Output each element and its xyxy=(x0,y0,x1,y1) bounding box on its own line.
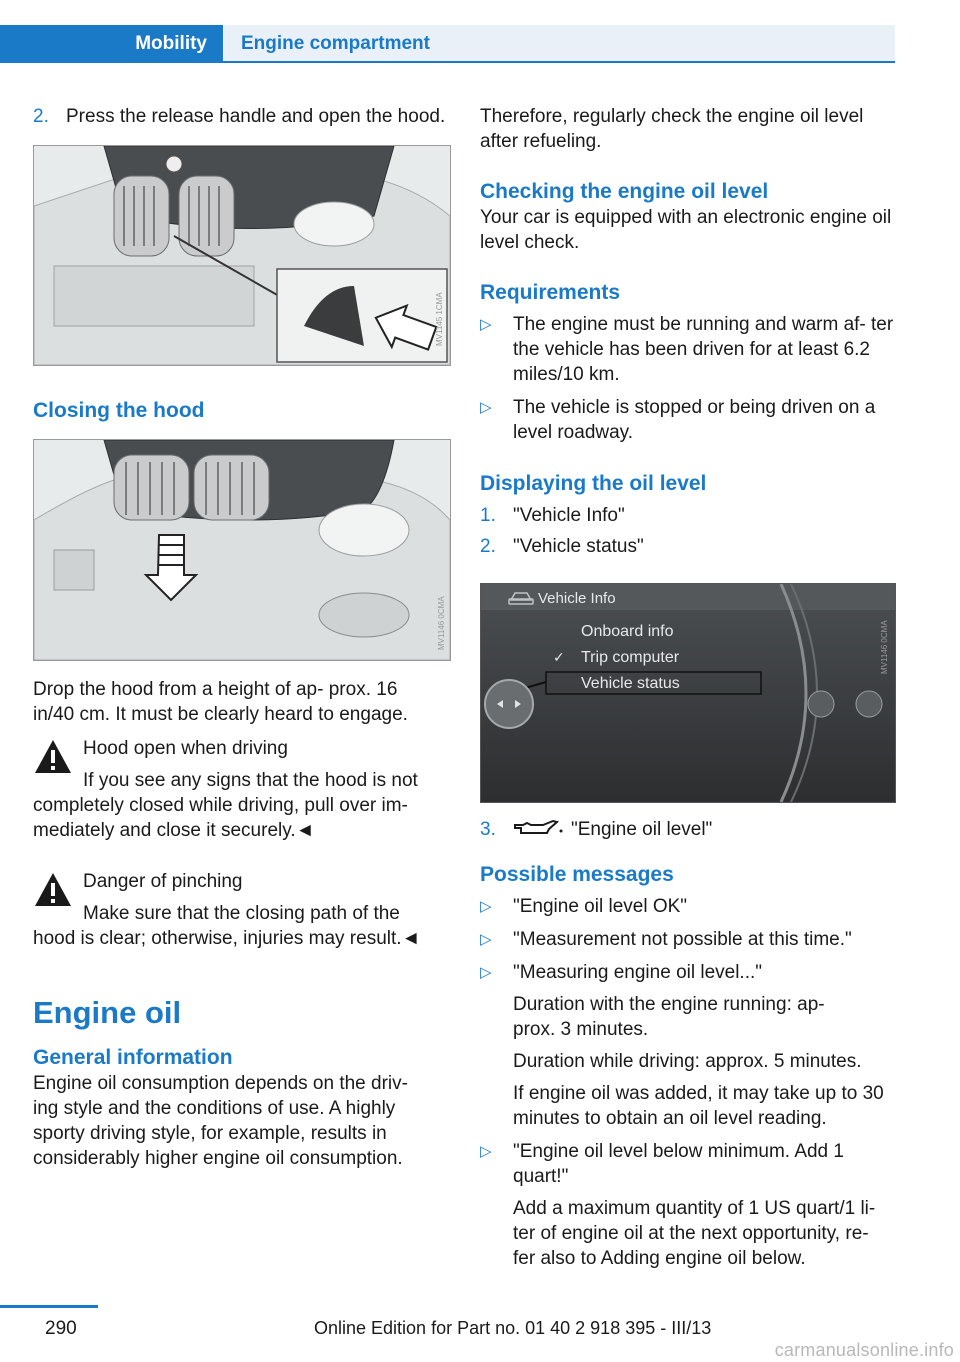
heading-engine-oil: Engine oil xyxy=(33,995,182,1030)
oil-can-icon xyxy=(513,819,565,837)
header-subsection-label: Engine compartment xyxy=(241,32,430,54)
left-column xyxy=(33,104,451,1171)
message-detail: If engine oil was added, it may take up to 30 minutes to obtain an oil level reading. xyxy=(513,1083,884,1129)
warning-pinching xyxy=(33,869,451,951)
heading-checking-oil: Checking the engine oil level xyxy=(480,180,769,203)
heading-displaying-oil-level: Displaying the oil level xyxy=(480,472,707,495)
step-2 xyxy=(480,534,896,559)
image-hood-closing xyxy=(33,439,451,661)
image-vehicle-info-screen xyxy=(480,583,896,803)
checking-text: Your car is equipped with an electronic engine oil level check. xyxy=(480,207,892,253)
message-detail: Duration with the engine running: ap‐ prox. 3 minutes. xyxy=(513,994,825,1040)
step-number: 2. xyxy=(480,536,496,557)
warning-text-cont: completely closed while driving, pull over im‐ mediately and close it securely.◄ xyxy=(33,795,408,841)
check-icon: ✓ xyxy=(553,650,565,666)
warning-text-cont: hood is clear; otherwise, injuries may result.◄ xyxy=(33,928,421,949)
heading-general-information: General information xyxy=(33,1046,233,1069)
triangle-right-icon: ▷ xyxy=(480,316,492,333)
controller-icon xyxy=(485,680,533,728)
screen-menu-item-selected: Vehicle status xyxy=(581,675,680,692)
warning-hood-open xyxy=(33,736,451,843)
warning-triangle-icon xyxy=(33,871,73,909)
message-text: "Engine oil level OK" xyxy=(513,896,688,917)
hood-release-illustration xyxy=(34,146,450,365)
message-text: "Measurement not possible at this time." xyxy=(513,929,852,950)
warning-title: Danger of pinching xyxy=(83,871,243,892)
message-detail: Add a maximum quantity of 1 US quart/1 li‐ ter of engine oil at the next opportunity, re‐ fer also to Adding engine oil below. xyxy=(513,1198,876,1269)
step-text: "Engine oil level" xyxy=(571,819,713,840)
heading-possible-messages: Possible messages xyxy=(480,863,674,886)
triangle-right-icon: ▷ xyxy=(480,931,492,948)
image-code: MV1145 1CMA xyxy=(435,292,444,346)
intro-text: Therefore, regularly check the engine oil level after refueling. xyxy=(480,106,864,152)
warning-text: Make sure that the closing path of the xyxy=(83,903,400,924)
message-item xyxy=(480,927,896,952)
warning-text: If you see any signs that the hood is not xyxy=(83,770,418,791)
message-text: "Measuring engine oil level..." xyxy=(513,962,763,983)
step-number: 2. xyxy=(33,106,49,127)
page-number-rule xyxy=(0,1305,98,1308)
heading-closing-hood: Closing the hood xyxy=(33,399,205,422)
triangle-right-icon: ▷ xyxy=(480,1143,492,1160)
message-detail: Duration while driving: approx. 5 minutes. xyxy=(513,1051,862,1072)
header-section-label: Mobility xyxy=(135,32,207,54)
right-column xyxy=(480,104,896,1271)
step-3 xyxy=(480,817,896,842)
requirement-item xyxy=(480,312,896,387)
heading-requirements: Requirements xyxy=(480,281,621,304)
header-section-tab xyxy=(0,25,223,62)
message-text: "Engine oil level below minimum. Add 1 quart!" xyxy=(513,1141,844,1187)
header-subsection xyxy=(224,25,895,62)
warning-triangle-icon xyxy=(33,738,73,776)
message-item xyxy=(480,1139,896,1271)
hood-closing-illustration xyxy=(34,440,450,660)
step-text: Press the release handle and open the hood. xyxy=(66,106,446,127)
vehicle-info-screen-illustration xyxy=(481,584,895,802)
image-code: MV1146 0CMA xyxy=(880,620,889,674)
triangle-right-icon: ▷ xyxy=(480,898,492,915)
requirement-text: The vehicle is stopped or being driven on a level roadway. xyxy=(513,397,876,443)
page-number: 290 xyxy=(45,1318,77,1339)
watermark: carmanualsonline.info xyxy=(774,1340,954,1360)
step-text: "Vehicle status" xyxy=(513,536,644,557)
header-rule xyxy=(0,61,895,63)
step-number: 3. xyxy=(480,819,496,840)
triangle-right-icon: ▷ xyxy=(480,964,492,981)
image-code: MV1146 0CMA xyxy=(437,596,446,650)
message-item xyxy=(480,960,896,1131)
requirement-item xyxy=(480,395,896,445)
step-1 xyxy=(480,503,896,528)
step-number: 1. xyxy=(480,505,496,526)
edition-footer: Online Edition for Part no. 01 40 2 918 395 - III/13 xyxy=(314,1318,712,1338)
warning-title: Hood open when driving xyxy=(83,738,288,759)
general-information-text: Engine oil consumption depends on the driv‐ ing style and the conditions of use. A highly sporty driving style, for example, results in considerably higher engine oil consumption. xyxy=(33,1073,408,1169)
screen-title: Vehicle Info xyxy=(538,590,616,607)
screen-menu-item: Trip computer xyxy=(581,649,680,666)
image-hood-release xyxy=(33,145,451,366)
step-text: "Vehicle Info" xyxy=(513,505,625,526)
screen-menu-item: Onboard info xyxy=(581,623,674,640)
message-item xyxy=(480,894,896,919)
triangle-right-icon: ▷ xyxy=(480,399,492,416)
requirement-text: The engine must be running and warm af‐ ter the vehicle has been driven for at least 6.2 miles/10 km. xyxy=(513,314,894,385)
drop-hood-text: Drop the hood from a height of ap‐ prox. 16 in/40 cm. It must be clearly heard to engage. xyxy=(33,679,408,725)
step-2-open-hood xyxy=(33,104,451,129)
